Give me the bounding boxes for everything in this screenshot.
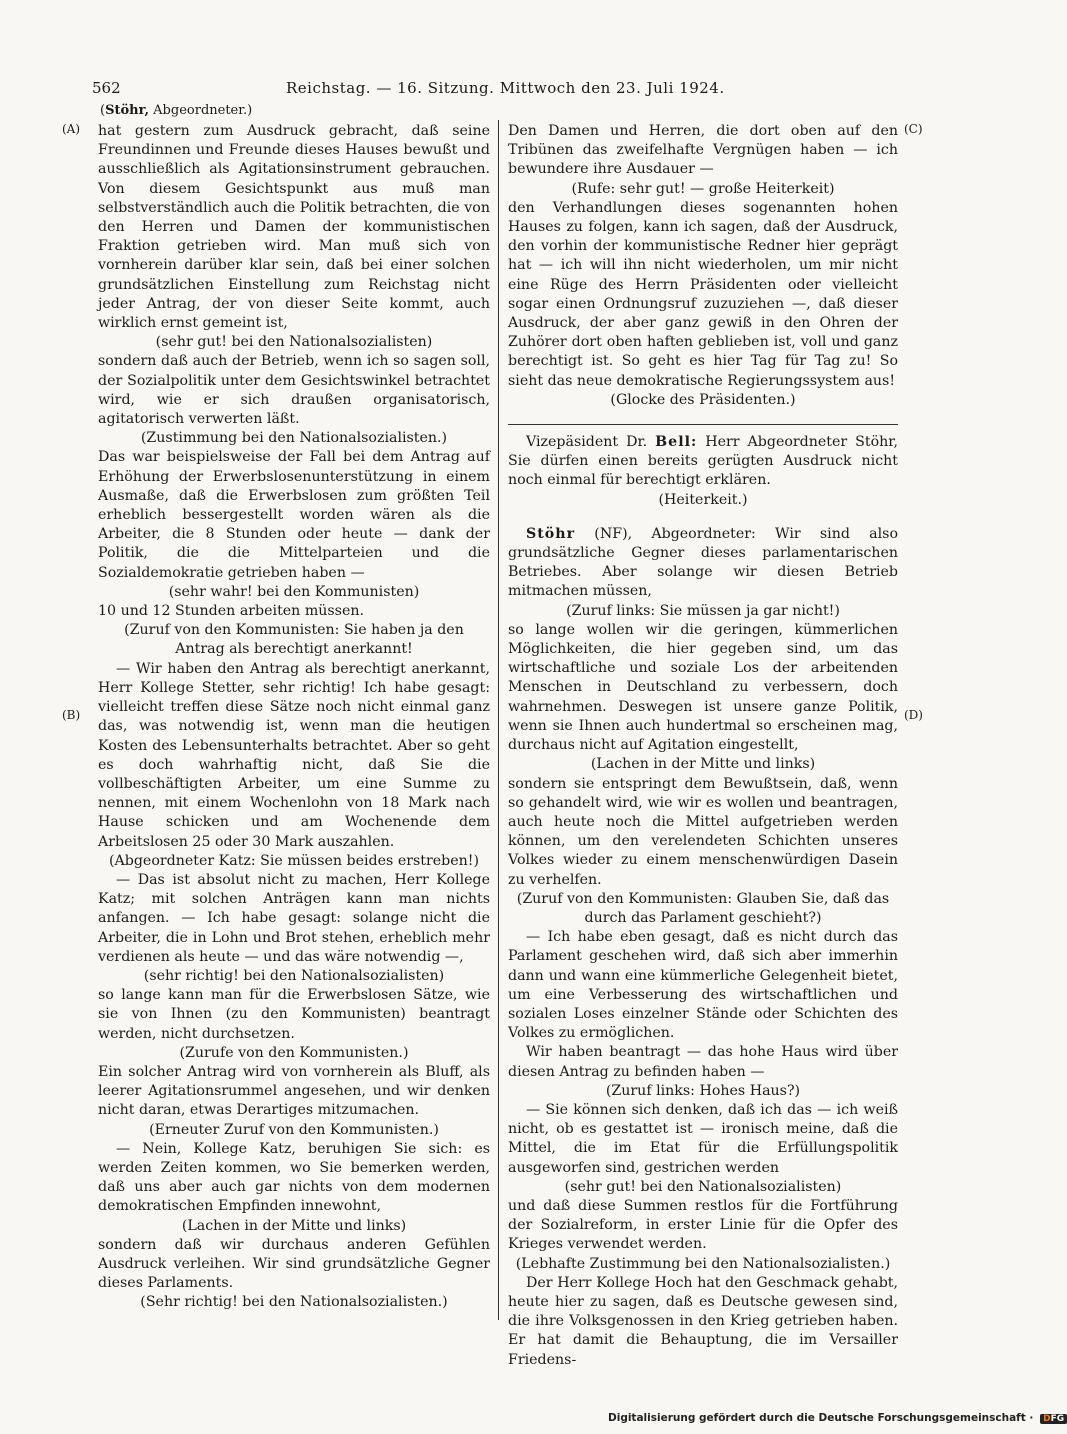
paragraph: sondern daß wir durchaus anderen Gefühlen Ausdruck verleihen. Wir sind grundsätzliche Gegner dieses Parlaments.	[98, 1236, 490, 1292]
paragraph: — Wir haben den Antrag als berechtigt anerkannt, Herr Kollege Stetter, sehr richtig! Ich habe gesagt: vielleicht treffen diese Sätze noch nicht einmal ganz das, was notwendig ist, wenn man die heutigen Kosten des Lebensunterhalts betrachtet. Aber so geht es doch wahrhaftig nicht, daß Sie die vollbeschäftigten Arbeiter, um eine Summe zu nennen, mit einem Wochenlohn von 18 Mark nach Hause schicken und am Wochenende dem Arbeitslosen 25 oder 30 Mark auszahlen.	[98, 660, 490, 850]
open-paren: (	[100, 103, 106, 118]
stoehr-text: (NF), Abgeordneter: Wir sind also grundsätzliche Gegner dieses parlamentarischen Betriebes. Aber solange wir diesen Betrieb mitmachen müssen,	[508, 525, 898, 600]
paragraph: hat gestern zum Ausdruck gebracht, daß seine Freundinnen und Freunde dieses Hauses bewußt und ausschließlich als Agitationsinstrument gebrauchen. Von diesem Gesichtspunkt aus muß man selbstverständlich auch die Politik betrachten, die von den Herren und Damen der kommunistischen Fraktion getrieben wird. Man muß sich von vornherein darüber klar sein, daß bei einer solchen grundsätzlichen Einstellung zum Reichstag nicht jeder Antrag, der von dieser Seite kommt, auch wirklich ernst gemeint ist,	[98, 123, 490, 332]
paragraph: Den Damen und Herren, die dort oben auf den Tribünen das zweifelhafte Vergnügen haben — ich bewundere ihre Ausdauer —	[508, 123, 898, 178]
vice-president-remark	[508, 433, 898, 491]
paragraph: Das war beispielsweise der Fall bei dem Antrag auf Erhöhung der Erwerbslosenunterstützung in einem Ausmaße, daß die Erwerbslosen zum größten Teil erheblich bessergestellt worden wären als die Arbeiter, die 8 Stunden oder heute — dank der Politik, die die Mittelparteien und die Sozialdemokratie getrieben haben —	[98, 449, 490, 581]
interjection: (sehr richtig! bei den Nationalsozialisten)	[143, 967, 445, 984]
page-number: 562	[92, 79, 121, 97]
paragraph: — Ich habe eben gesagt, daß es nicht durch das Parlament geschehen wird, daß sich aber immerhin dann und wann eine kümmerliche Gelegenheit bietet, um eine Verbesserung des wirtschaftlichen und sozialen Loses einzelner Stände oder Schichten des Volkes zu ermöglichen.	[508, 929, 898, 1042]
interjection: (sehr gut! bei den Nationalsozialisten)	[155, 334, 433, 351]
margin-mark-d: (D)	[904, 708, 923, 722]
reaction-heiterkeit: (Heiterkeit.)	[658, 491, 748, 508]
paragraph: — Das ist absolut nicht zu machen, Herr Kollege Katz; mit solchen Anträgen kann man nichts anfangen. — Ich habe gesagt: solange nicht die Arbeiter, die in Lohn und Brot stehen, erheblich mehr verdienen als heute — und das wäre notwendig —,	[98, 871, 490, 965]
paragraph: 10 und 12 Stunden arbeiten müssen.	[98, 603, 365, 620]
paragraph: so lange wollen wir die geringen, kümmerlichen Möglichkeiten, die hier gegeben sind, um das wirtschaftliche und soziale Los der arbeitenden Menschen in Deutschland zu verbessern, doch wahrnehmen. Deswegen ist unsere ganze Politik, wenn sie Ihnen auch hundertmal so erscheinen mag, durchaus nicht auf Agitation eingestellt,	[508, 621, 898, 754]
interjection: (sehr gut! bei den Nationalsozialisten)	[564, 1178, 842, 1195]
stoehr-speech-start	[508, 525, 898, 602]
interjection: (Zuruf von den Kommunisten: Glauben Sie, daß das durch das Parlament geschieht?)	[516, 890, 890, 926]
right-column	[508, 122, 898, 1370]
interjection: (Zuruf links: Sie müssen ja gar nicht!)	[566, 602, 840, 619]
speaker-name: Stöhr,	[105, 103, 150, 118]
dfg-logo-d: D	[1043, 1414, 1051, 1424]
footer-credit	[608, 1412, 1065, 1424]
interjection: (Abgeordneter Katz: Sie müssen beides erstreben!)	[108, 852, 480, 869]
paragraph: sondern sie entspringt dem Bewußtsein, daß, wenn so gehandelt wird, wie wir es wollen und beantragen, auch heute noch die Mittel aufgetrieben werden können, um den verelendeten Schichten unseres Volkes wieder zu einem menschenwürdigen Dasein zu verhelfen.	[508, 775, 898, 888]
paragraph: Ein solcher Antrag wird von vornherein als Bluff, als leerer Agitationsrummel angesehen, und wir denken nicht daran, etwas Derartiges mitzumachen.	[98, 1063, 490, 1119]
interjection: (Erneuter Zuruf von den Kommunisten.)	[149, 1121, 439, 1138]
dfg-logo	[1040, 1414, 1067, 1424]
interjection: (Zurufe von den Kommunisten.)	[179, 1044, 409, 1061]
footer-sep: ·	[1025, 1412, 1038, 1424]
right-column-top	[508, 122, 898, 410]
interjection: (Zuruf links: Hohes Haus?)	[605, 1082, 801, 1099]
section-divider	[508, 424, 898, 425]
paragraph: so lange kann man für die Erwerbslosen Sätze, wie sie von Ihnen (zu den Kommunisten) beantragt werden, nicht durchsetzen.	[98, 987, 490, 1042]
paragraph: sondern daß auch der Betrieb, wenn ich so sagen soll, der Sozialpolitik unter dem Gesichtswinkel betrachtet wird, wie er sich draußen organisatorisch, agitatorisch verwerten läßt.	[98, 353, 490, 428]
margin-mark-a: (A)	[62, 122, 81, 136]
interjection: (Lachen in der Mitte und links)	[590, 756, 816, 773]
paragraph: und daß diese Summen restlos für die Fortführung der Sozialreform, in erster Linie für die Opfer des Krieges verwendet werden.	[508, 1197, 898, 1253]
vp-name: Bell:	[655, 434, 698, 451]
footer-text: Digitalisierung gefördert durch die Deutsche Forschungsgemeinschaft	[608, 1412, 1026, 1424]
interjection: (sehr wahr! bei den Kommunisten)	[168, 583, 420, 600]
interjection: (Sehr richtig! bei den Nationalsozialisten.)	[140, 1294, 448, 1311]
right-column-bottom	[508, 602, 898, 1370]
vp-title: Vizepäsident Dr.	[526, 434, 656, 451]
vp-text: Herr Abgeordneter Stöhr, Sie dürfen einen bereits gerügten Ausdruck nicht noch einmal für berechtigt erklären.	[508, 434, 898, 489]
speaker-role: Abgeordneter.)	[153, 103, 253, 118]
interjection: (Rufe: sehr gut! — große Heiterkeit)	[571, 180, 835, 197]
paragraph: — Nein, Kollege Katz, beruhigen Sie sich: es werden Zeiten kommen, wo Sie bemerken werden, daß uns aber auch gar nichts von dem modernen demokratischen Empfinden innewohnt,	[98, 1140, 490, 1215]
dfg-logo-fg: FG	[1050, 1414, 1065, 1424]
spacer	[508, 520, 898, 521]
interjection: (Lachen in der Mitte und links)	[181, 1217, 407, 1234]
paragraph: — Sie können sich denken, daß ich das — ich weiß nicht, ob es gestattet ist — ironisch meine, daß die Mittel, die im Etat für die Erfüllungspolitik ausgeworfen sind, gestrichen werden	[508, 1101, 898, 1176]
paragraph: Der Herr Kollege Hoch hat den Geschmack gehabt, heute hier zu sagen, daß es Deutsche gewesen sind, die ihre Volksgenossen in den Krieg getrieben haben. Er hat damit die Behauptung, die im Versailler Friedens-	[508, 1274, 898, 1368]
running-header	[92, 76, 912, 100]
stoehr-name: Stöhr	[526, 525, 576, 542]
paragraph: den Verhandlungen dieses sogenannten hohen Hauses zu folgen, kann ich sagen, daß der Ausdruck, den vorhin der kommunistische Redner hier geprägt hat — ich will ihn nicht wiederholen, um mir nicht eine Rüge des Herrn Präsidenten oder vielleicht sogar einen Ordnungsruf zuzuziehen —, daß dieser Ausdruck, der aber ganz gewiß in den Ohren der Zuhörer dort oben haften geblieben ist, voll und ganz berechtigt ist. So geht es hier Tag für Tag zu! So sieht das neue demokratische Regierungssystem aus!	[508, 199, 898, 389]
interjection: (Lebhafte Zustimmung bei den Nationalsozialisten.)	[515, 1255, 891, 1272]
interjection: (Zuruf von den Kommunisten: Sie haben ja den Antrag als berechtigt anerkannt!	[124, 622, 464, 658]
running-title: Reichstag. — 16. Sitzung. Mittwoch den 23. Juli 1924.	[286, 79, 725, 97]
paragraph: Wir haben beantragt — das hohe Haus wird über diesen Antrag zu befinden haben —	[508, 1044, 898, 1080]
interjection: (Zustimmung bei den Nationalsozialisten.)	[140, 430, 448, 447]
column-rule	[498, 120, 499, 1320]
left-column	[98, 122, 490, 1313]
margin-mark-b: (B)	[62, 708, 81, 722]
speaker-continuation	[100, 102, 252, 120]
interjection: (Glocke des Präsidenten.)	[610, 391, 796, 408]
margin-mark-c: (C)	[904, 122, 923, 136]
